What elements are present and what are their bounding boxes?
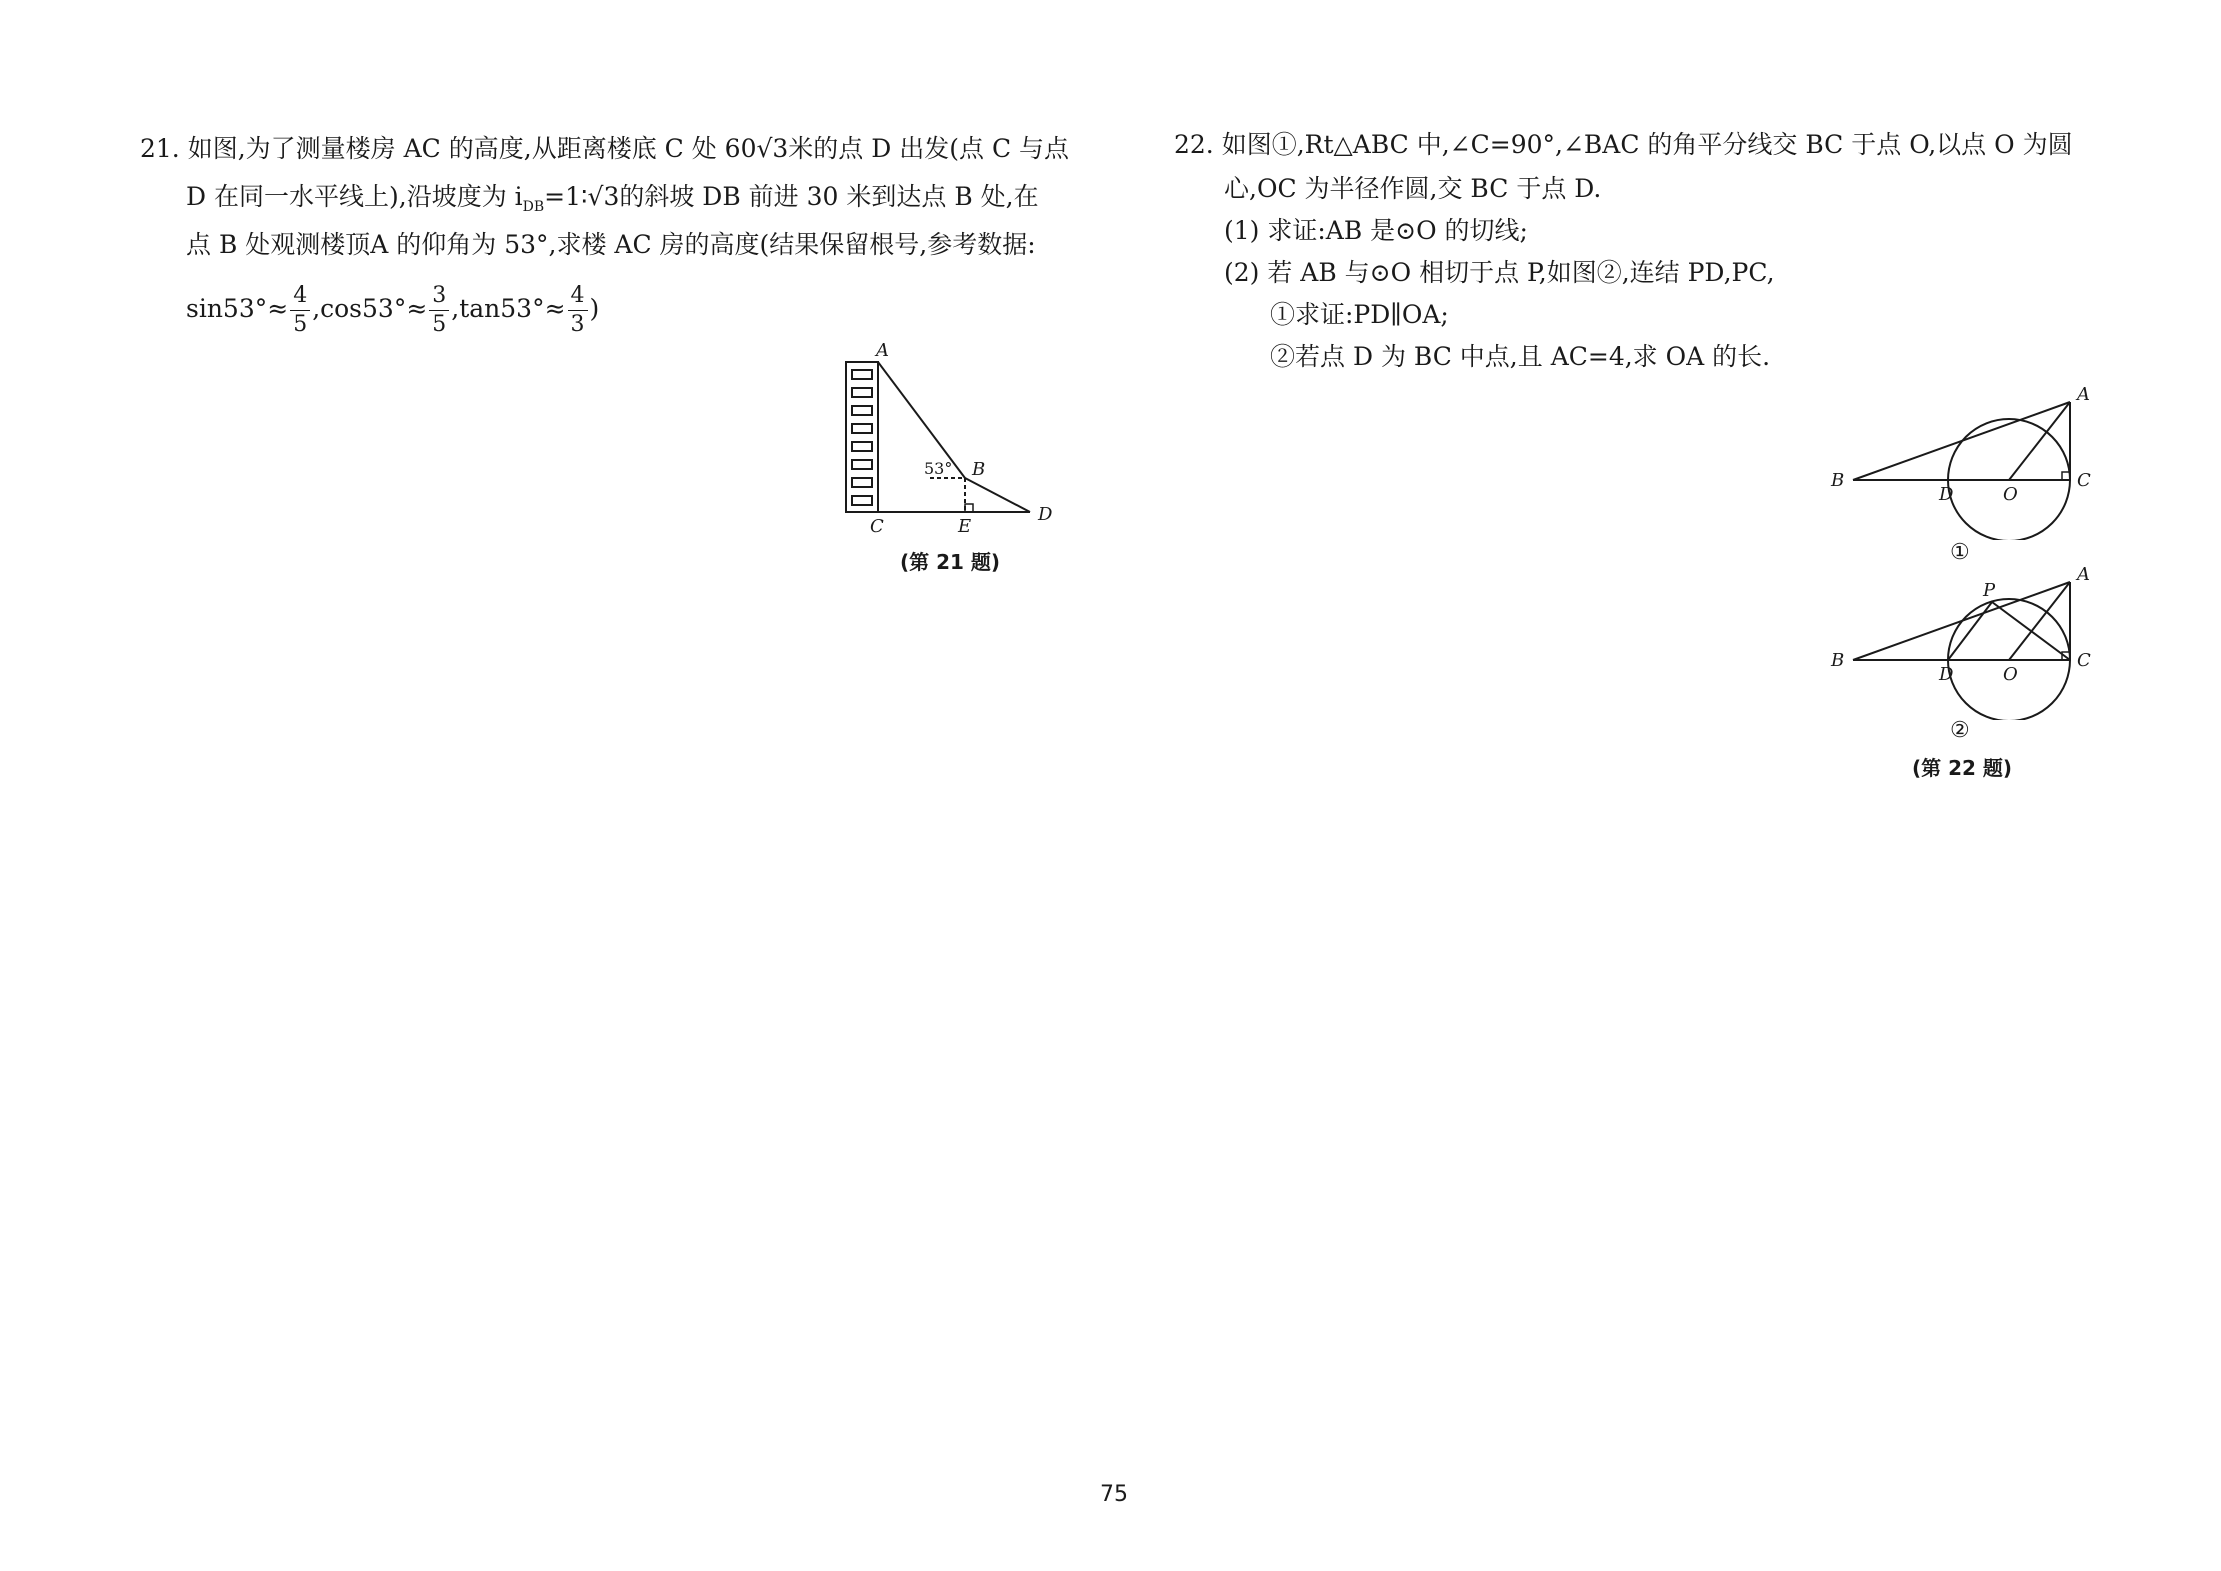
- label-c: C: [2077, 650, 2091, 671]
- q22-caption: (第 22 题): [1912, 756, 2013, 780]
- q22-part-2: (2) 若 AB 与⊙O 相切于点 P,如图②,连结 PD,PC,: [1224, 258, 1775, 287]
- label-e: E: [958, 516, 972, 537]
- cos-fraction: $\frac{3}{5}$: [429, 285, 449, 336]
- q22-figure-2-marker: ②: [1950, 718, 1970, 743]
- label-a: A: [2077, 384, 2090, 405]
- q22-part-1: (1) 求证:AB 是⊙O 的切线;: [1224, 216, 1528, 245]
- building-window: [852, 406, 872, 415]
- label-a: A: [876, 340, 889, 361]
- building-window: [852, 460, 872, 469]
- q22-line-1: 22. 如图①,Rt△ABC 中,∠C=90°,∠BAC 的角平分线交 BC 于点 O,以点 O 为圆: [1174, 130, 2073, 159]
- label-d: D: [1939, 484, 1954, 505]
- label-o: O: [2003, 484, 2018, 505]
- label-d: D: [1038, 504, 1053, 525]
- q21-line-1: 21. 如图,为了测量楼房 AC 的高度,从距离楼底 C 处 60√3米的点 D 出发(点 C 与点: [140, 134, 1070, 163]
- q22-figure-1: [1825, 380, 2115, 540]
- tan-fraction: $\frac{4}{3}$: [568, 285, 588, 336]
- label-b: B: [1831, 650, 1845, 671]
- angle-label: 53°: [924, 459, 953, 478]
- q22-part-2a: ①求证:PD∥OA;: [1270, 300, 1449, 329]
- building-window: [852, 478, 872, 487]
- label-b: B: [972, 459, 986, 480]
- label-c: C: [870, 516, 884, 537]
- label-p: P: [1983, 580, 1996, 601]
- building-window: [852, 496, 872, 505]
- sin-fraction: $\frac{4}{5}$: [290, 285, 310, 336]
- slope-bd: [965, 478, 1030, 512]
- segment-pc: [1992, 602, 2070, 660]
- label-d: D: [1939, 664, 1954, 685]
- building-window: [852, 442, 872, 451]
- building-outline: [846, 362, 878, 512]
- q21-line-2: D 在同一水平线上),沿坡度为 $i_{DB}=1∶√3$的斜坡 DB 前进 30 米到达点 B 处,在: [186, 182, 1039, 215]
- q22-figure-2: [1825, 560, 2115, 720]
- q21-caption: (第 21 题): [900, 550, 1001, 574]
- label-o: O: [2003, 664, 2018, 685]
- right-angle-mark: [965, 504, 973, 512]
- label-a: A: [2077, 564, 2090, 585]
- q21-reference-data: sin53°≈ $\frac{4}{5}$ ,cos53°≈ $\frac{3}{5}$ ,tan53°≈ $\frac{4}{3}$ ): [186, 283, 600, 337]
- label-c: C: [2077, 470, 2091, 491]
- q21-line-3: 点 B 处观测楼顶A 的仰角为 53°,求楼 AC 房的高度(结果保留根号,参考数据:: [186, 230, 1036, 259]
- q22-part-2b: ②若点 D 为 BC 中点,且 AC=4,求 OA 的长.: [1270, 342, 1771, 371]
- page-number: 75: [1100, 1482, 1128, 1507]
- building-window: [852, 424, 872, 433]
- q22-line-2: 心,OC 为半径作圆,交 BC 于点 D.: [1224, 174, 1602, 203]
- building-window: [852, 388, 872, 397]
- label-b: B: [1831, 470, 1845, 491]
- building-window: [852, 370, 872, 379]
- q21-figure: [830, 340, 1090, 540]
- q22-figure-1-marker: ①: [1950, 540, 1970, 565]
